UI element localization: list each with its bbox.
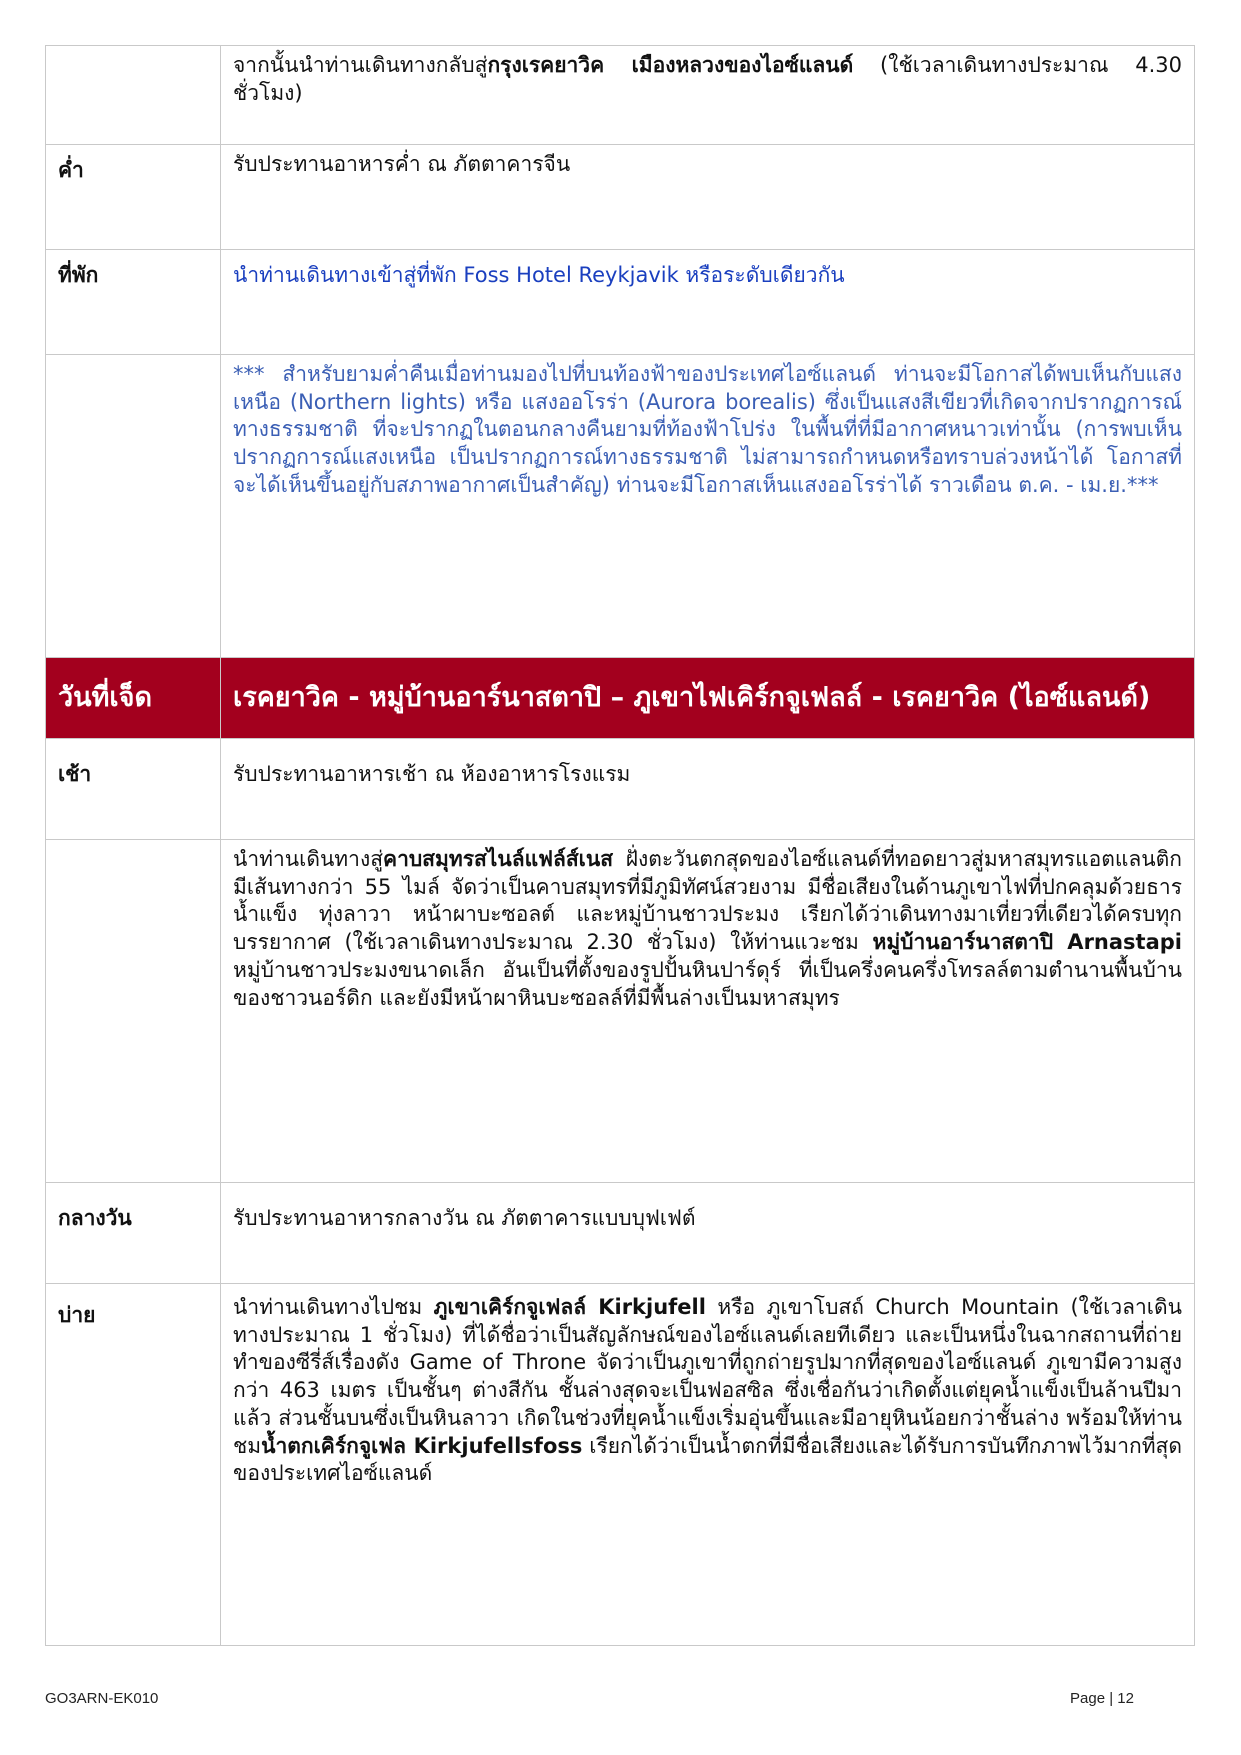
table-row bbox=[46, 145, 1195, 250]
aurora-note: *** สำหรับยามค่ำคืนเมื่อท่านมองไปที่บนท้องฟ้าของประเทศไอซ์แลนด์ ท่านจะมีโอกาสได้พบเห็นกับแสงเหนือ (Northern lights) หรือ แสงออโรร่า (Aurora borealis) ซึ่งเป็นแสงสีเขียวที่เกิดจากปรากฏการณ์ทางธรรมชาติ ที่จะปรากฏในตอนกลางคืนยามที่ท้องฟ้าโปร่ง ในพื้นที่ที่มีอากาศหนาวเท่านั้น (การพบเห็นปรากฏการณ์แสงเหนือ เป็นปรากฏการณ์ทางธรรมชาติ ไม่สามารถกำหนดหรือทราบล่วงหน้าได้ โอกาสที่จะได้เห็นขึ้นอยู่กับสภาพอากาศเป็นสำคัญ) ท่านจะมีโอกาสเห็นแสงออโรร่าได้ ราวเดือน ต.ค. - เม.ย.*** bbox=[221, 355, 1195, 658]
table-row bbox=[46, 1284, 1195, 1646]
row-label: บ่าย bbox=[46, 1284, 221, 1646]
row-content bbox=[221, 840, 1195, 1183]
bold-segment: คาบสมุทรสไนล์แฟล์ส์เนส bbox=[383, 847, 614, 871]
row-label: เช้า bbox=[46, 739, 221, 840]
page-number: Page | 12 bbox=[1070, 1690, 1134, 1707]
bold-segment: กรุงเรคยาวิค เมืองหลวงของไอซ์แลนด์ bbox=[487, 53, 854, 77]
table-row bbox=[46, 739, 1195, 840]
row-content bbox=[221, 1284, 1195, 1646]
itinerary-table bbox=[45, 45, 1195, 1646]
row-label: กลางวัน bbox=[46, 1183, 221, 1284]
table-row bbox=[46, 840, 1195, 1183]
row-content: รับประทานอาหารค่ำ ณ ภัตตาคารจีน bbox=[221, 145, 1195, 250]
text-segment: นำท่านเดินทางไปชม bbox=[233, 1295, 434, 1319]
table-row bbox=[46, 355, 1195, 658]
row-label bbox=[46, 355, 221, 658]
text-segment: เรียกได้ว่าเป็นน้ำตกที่มีชื่อเสียงและได้รับการบันทึกภาพไว้มากที่สุดของประเทศไอซ์แลนด์ bbox=[233, 1433, 1183, 1486]
table-row bbox=[46, 46, 1195, 145]
text-segment: นำท่านเดินทางสู่ bbox=[233, 847, 384, 871]
row-label: ค่ำ bbox=[46, 145, 221, 250]
row-content: รับประทานอาหารกลางวัน ณ ภัตตาคารแบบบุฟเฟต์ bbox=[221, 1183, 1195, 1284]
text-segment: หรือ ภูเขาโบสถ์ Church Mountain (ใช้เวลาเดินทางประมาณ 1 ชั่วโมง) ที่ได้ชื่อว่าเป็นสัญลักษณ์ของไอซ์แลนด์เลยทีเดียว และเป็นหนึ่งในฉากสถานที่ถ่ายทำของซีรี่ส์เรื่องดัง Game of Throne จัดว่าเป็นภูเขาที่ถูกถ่ายรูปมากที่สุดของไอซ์แลนด์ ภูเขามีความสูงกว่า 463 เมตร เป็นชั้นๆ ต่างสีกัน ชั้นล่างสุดจะเป็นฟอสซิล ซึ่งเชื่อกันว่าเกิดตั้งแต่ยุคน้ำแข็งเป็นล้านปีมาแล้ว ส่วนชั้นบนซึ่งเป็นหินลาวา เกิดในช่วงที่ยุคน้ำแข็งเริ่มอุ่นขึ้นและมีอายุหินน้อยกว่าชั้นล่าง พร้อมให้ท่านชม bbox=[233, 1295, 1182, 1458]
bold-segment: หมู่บ้านอาร์นาสตาปิ Arnastapi bbox=[872, 930, 1182, 955]
day-header-row bbox=[46, 658, 1195, 739]
text-segment: หมู่บ้านชาวประมงขนาดเล็ก อันเป็นที่ตั้งของรูปปั้นหินปาร์ดุร์ ที่เป็นครึ่งคนครึ่งโทรลล์ตามตำนานพื้นบ้านของชาวนอร์ดิก และยังมีหน้าผาหินบะซอลล์ที่มีพื้นล่างเป็นมหาสมุทร bbox=[233, 957, 1182, 1010]
text-segment: ฝั่งตะวันตกสุดของไอซ์แลนด์ที่ทอดยาวสู่มหาสมุทรแอตแลนติกมีเส้นทางกว่า 55 ไมล์ จัดว่าเป็นคาบสมุทรที่มีภูมิทัศน์สวยงาม มีชื่อเสียงในด้านภูเขาไฟที่ปกคลุมด้วยธารน้ำแข็ง ทุ่งลาวา หน้าผาบะซอลต์ และหมู่บ้านชาวประมง เรียกได้ว่าเดินทางมาเที่ยวที่เดียวได้ครบทุกบรรยากาศ (ใช้เวลาเดินทางประมาณ 2.30 ชั่วโมง) ให้ท่านแวะชม bbox=[233, 847, 1182, 955]
bold-segment: ภูเขาเคิร์กจูเฟลล์ Kirkjufell bbox=[433, 1295, 706, 1319]
row-label bbox=[46, 840, 221, 1183]
row-content: รับประทานอาหารเช้า ณ ห้องอาหารโรงแรม bbox=[221, 739, 1195, 840]
text-segment: (ใช้เวลาเดินทางประมาณ 4.30 ชั่วโมง) bbox=[233, 53, 1182, 105]
bold-segment: น้ำตกเคิร์กจูเฟล Kirkjufellsfoss bbox=[261, 1433, 583, 1458]
hotel-text: นำท่านเดินทางเข้าสู่ที่พัก Foss Hotel Reykjavik หรือระดับเดียวกัน bbox=[221, 250, 1195, 355]
text-segment: จากนั้นนำท่านเดินทางกลับสู่ bbox=[233, 53, 488, 77]
row-label: ที่พัก bbox=[46, 250, 221, 355]
document-code: GO3ARN-EK010 bbox=[45, 1690, 159, 1707]
table-row bbox=[46, 1183, 1195, 1284]
day-title: เรคยาวิค - หมู่บ้านอาร์นาสตาปิ – ภูเขาไฟเคิร์กจูเฟลล์ - เรคยาวิค (ไอซ์แลนด์) bbox=[221, 658, 1195, 739]
row-content bbox=[221, 46, 1195, 145]
row-label bbox=[46, 46, 221, 145]
table-row bbox=[46, 250, 1195, 355]
day-label: วันที่เจ็ด bbox=[46, 658, 221, 739]
